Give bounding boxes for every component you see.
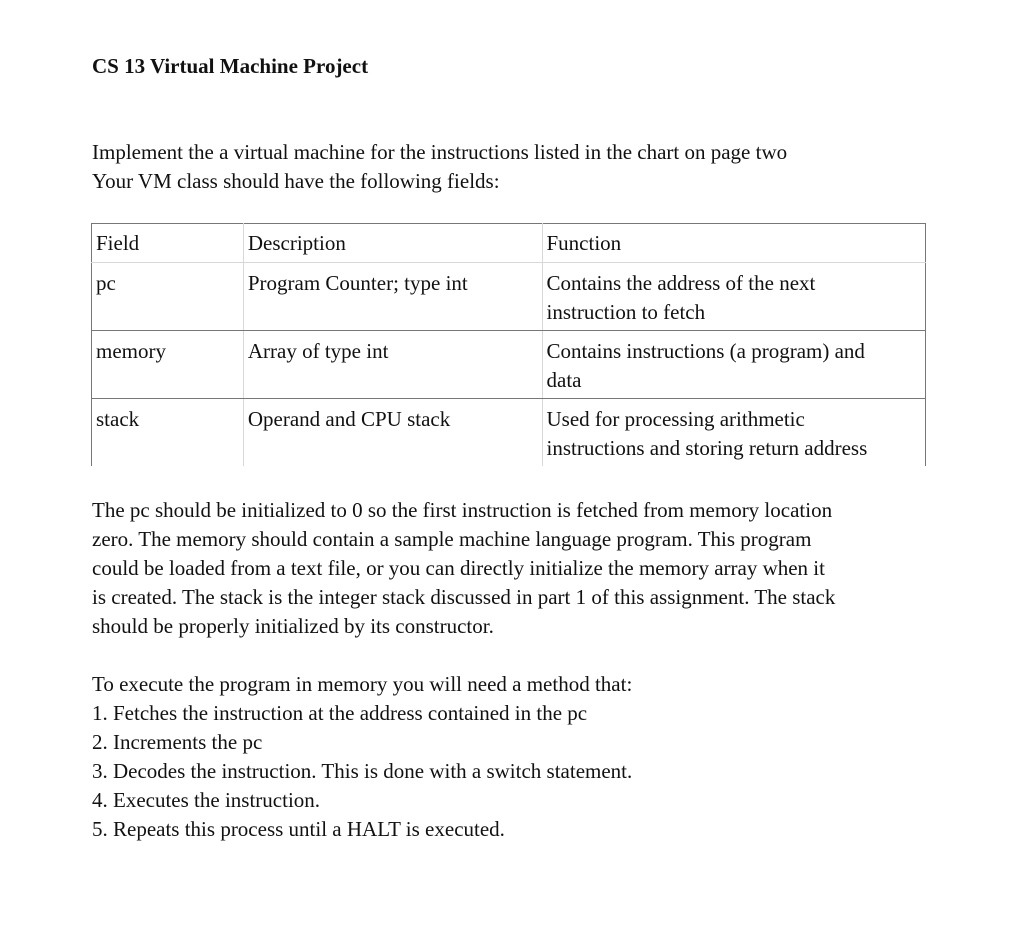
step-item: 1. Fetches the instruction at the address contained in the pc: [92, 701, 588, 725]
cell-field: stack: [96, 407, 140, 431]
execution-steps: [92, 670, 932, 844]
steps-intro: To execute the program in memory you will need a method that:: [92, 672, 633, 696]
cell-function: [542, 331, 926, 399]
table-header-row: [92, 224, 926, 263]
intro-line: Implement the a virtual machine for the instructions listed in the chart on page two: [92, 140, 788, 164]
header-field: Field: [92, 224, 244, 263]
step-item: 5. Repeats this process until a HALT is executed.: [92, 817, 505, 841]
pc-memory-stack-paragraph: [92, 496, 932, 641]
document-title: CS 13 Virtual Machine Project: [92, 54, 369, 78]
cell-function-line: Contains instructions (a program) and: [546, 339, 865, 363]
step-item: 4. Executes the instruction.: [92, 788, 321, 812]
intro-text: [92, 138, 932, 196]
header-function: Function: [542, 224, 926, 263]
cell-field: pc: [92, 263, 244, 331]
cell-description: Array of type int: [243, 331, 542, 399]
paragraph-line: should be properly initialized by its constructor.: [92, 614, 494, 638]
fields-table: [91, 223, 926, 466]
step-item: 3. Decodes the instruction. This is done with a switch statement.: [92, 759, 633, 783]
paragraph-line: zero. The memory should contain a sample machine language program. This program: [92, 527, 812, 551]
cell-function: [542, 263, 926, 331]
paragraph-line: could be loaded from a text file, or you can directly initialize the memory array when it: [92, 556, 825, 580]
cell-function-line: instruction to fetch: [546, 300, 706, 324]
paragraph-line: The pc should be initialized to 0 so the first instruction is fetched from memory location: [92, 498, 833, 522]
paragraph-line: is created. The stack is the integer stack discussed in part 1 of this assignment. The stack: [92, 585, 836, 609]
cell-function: [542, 399, 926, 467]
cell-function-line: Used for processing arithmetic: [546, 407, 805, 431]
header-description: Description: [243, 224, 542, 263]
cell-description: Program Counter; type int: [243, 263, 542, 331]
cell-function-line: Contains the address of the next: [546, 271, 816, 295]
intro-line: Your VM class should have the following fields:: [92, 169, 500, 193]
cell-function-line: instructions and storing return address: [546, 436, 868, 460]
cell-description: Operand and CPU stack: [243, 399, 542, 467]
cell-field: memory: [92, 331, 244, 399]
table-row: [92, 263, 926, 331]
table-row: [92, 399, 926, 467]
step-item: 2. Increments the pc: [92, 730, 263, 754]
table-row: [92, 331, 926, 399]
cell-function-line: data: [546, 368, 582, 392]
